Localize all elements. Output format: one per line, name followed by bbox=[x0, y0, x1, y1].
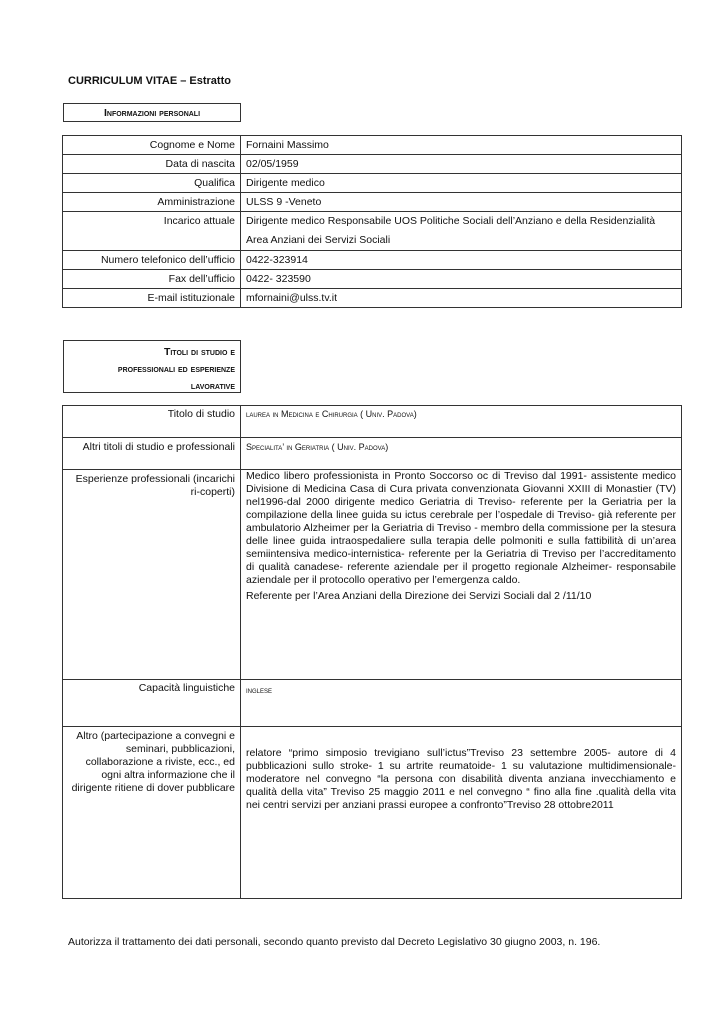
label-cognome-nome: Cognome e Nome bbox=[63, 136, 241, 155]
value-altri-titoli: Specialita’ in Geriatria ( Univ. Padova) bbox=[241, 438, 682, 470]
value-esperienze bbox=[241, 470, 682, 680]
value-amministrazione: ULSS 9 -Veneto bbox=[241, 193, 682, 212]
table-row bbox=[63, 289, 682, 308]
section-heading-studies bbox=[63, 340, 241, 393]
privacy-authorization: Autorizza il trattamento dei dati personali, secondo quanto previsto dal Decreto Legislativo 30 giugno 2003, n. 196. bbox=[68, 936, 601, 948]
esperienze-text: Medico libero professionista in Pronto Soccorso oc di Treviso dal 1991- assistente medico Divisione di Medicina Casa di Cura privata convenzionata Giovanni XXIII di Monastier (TV) nel1996-dal 2000 dirigente medico Geriatria di Treviso- referente per la Geriatria per la compilazione della linee guida su ictus cerebrale per l’ospedale di Treviso- già referente per ambulatorio Alzheimer per la Geriatria di Treviso - membro della commissione per la stesura delle linee guida intraospedaliere sulla terapia delle polmoniti e sulla fattibilità di un’area semiintensiva medico-internistica- referente per la Geriatria di Treviso per l’accreditamento di qualità canadese- referente aziendale per il progetto regionale Alzheimer- responsabile aziendale per il protocollo operativo per l’emergenza caldo. bbox=[246, 470, 676, 586]
table-row bbox=[63, 438, 682, 470]
table-row bbox=[63, 212, 682, 251]
value-telefono: 0422-323914 bbox=[241, 251, 682, 270]
table-row bbox=[63, 155, 682, 174]
value-cognome-nome: Fornaini Massimo bbox=[241, 136, 682, 155]
label-data-nascita: Data di nascita bbox=[63, 155, 241, 174]
table-row bbox=[63, 251, 682, 270]
value-email: mfornaini@ulss.tv.it bbox=[241, 289, 682, 308]
table-row bbox=[63, 174, 682, 193]
value-incarico-attuale bbox=[241, 212, 682, 251]
label-fax: Fax dell’ufficio bbox=[63, 270, 241, 289]
section-heading-studies-line-3: lavorative bbox=[190, 380, 235, 392]
value-qualifica: Dirigente medico bbox=[241, 174, 682, 193]
label-altri-titoli: Altri titoli di studio e professionali bbox=[63, 438, 241, 470]
incarico-line-1: Dirigente medico Responsabile UOS Politiche Sociali dell’Anziano e della Residenzialità bbox=[246, 215, 656, 227]
table-row bbox=[63, 193, 682, 212]
table-row bbox=[63, 406, 682, 438]
label-esperienze: Esperienze professionali (incarichi ri-coperti) bbox=[63, 470, 241, 680]
value-titolo-studio: laurea in Medicina e Chirurgia ( Univ. Padova) bbox=[241, 406, 682, 438]
label-amministrazione: Amministrazione bbox=[63, 193, 241, 212]
document-title: CURRICULUM VITAE – Estratto bbox=[68, 75, 231, 87]
table-row bbox=[63, 136, 682, 155]
section-heading-studies-line-2: professionali ed esperienze bbox=[117, 363, 235, 375]
section-heading-studies-line-1: Titoli di studio e bbox=[163, 346, 235, 358]
value-altro: relatore “primo simposio trevigiano sull’ictus”Treviso 23 settembre 2005- autore di 4 pubblicazioni sullo stroke- 1 su artrite reumatoide- 1 su valutazione multidimensionale- moderatore nel convegno “la persona con disabilità diventa anziana invecchiamento e qualità della vita” Treviso 25 maggio 2011 e nel convegno “ fino alla fine .qualità della vita nei centri servizi per anziani prassi europee a confronto”Treviso 28 ottobre2011 bbox=[241, 727, 682, 899]
table-row bbox=[63, 680, 682, 727]
personal-info-table bbox=[62, 135, 682, 308]
label-altro: Altro (partecipazione a convegni e seminari, pubblicazioni, collaborazione a riviste, ecc., ed ogni altra informazione che il dirigente ritiene di dover pubblicare bbox=[63, 727, 241, 899]
table-row bbox=[63, 470, 682, 680]
table-row bbox=[63, 727, 682, 899]
studies-table bbox=[62, 405, 682, 899]
incarico-line-2: Area Anziani dei Servizi Sociali bbox=[246, 234, 391, 246]
label-email: E-mail istituzionale bbox=[63, 289, 241, 308]
value-fax: 0422- 323590 bbox=[241, 270, 682, 289]
label-incarico-attuale: Incarico attuale bbox=[63, 212, 241, 251]
label-qualifica: Qualifica bbox=[63, 174, 241, 193]
label-telefono: Numero telefonico dell’ufficio bbox=[63, 251, 241, 270]
value-capacita-linguistiche: inglese bbox=[241, 680, 682, 727]
label-capacita-linguistiche: Capacità linguistiche bbox=[63, 680, 241, 727]
label-titolo-studio: Titolo di studio bbox=[63, 406, 241, 438]
section-heading-personal: Informazioni personali bbox=[63, 103, 241, 122]
esperienze-text-2: Referente per l’Area Anziani della Direzione dei Servizi Sociali dal 2 /11/10 bbox=[246, 590, 592, 602]
table-row bbox=[63, 270, 682, 289]
value-data-nascita: 02/05/1959 bbox=[241, 155, 682, 174]
